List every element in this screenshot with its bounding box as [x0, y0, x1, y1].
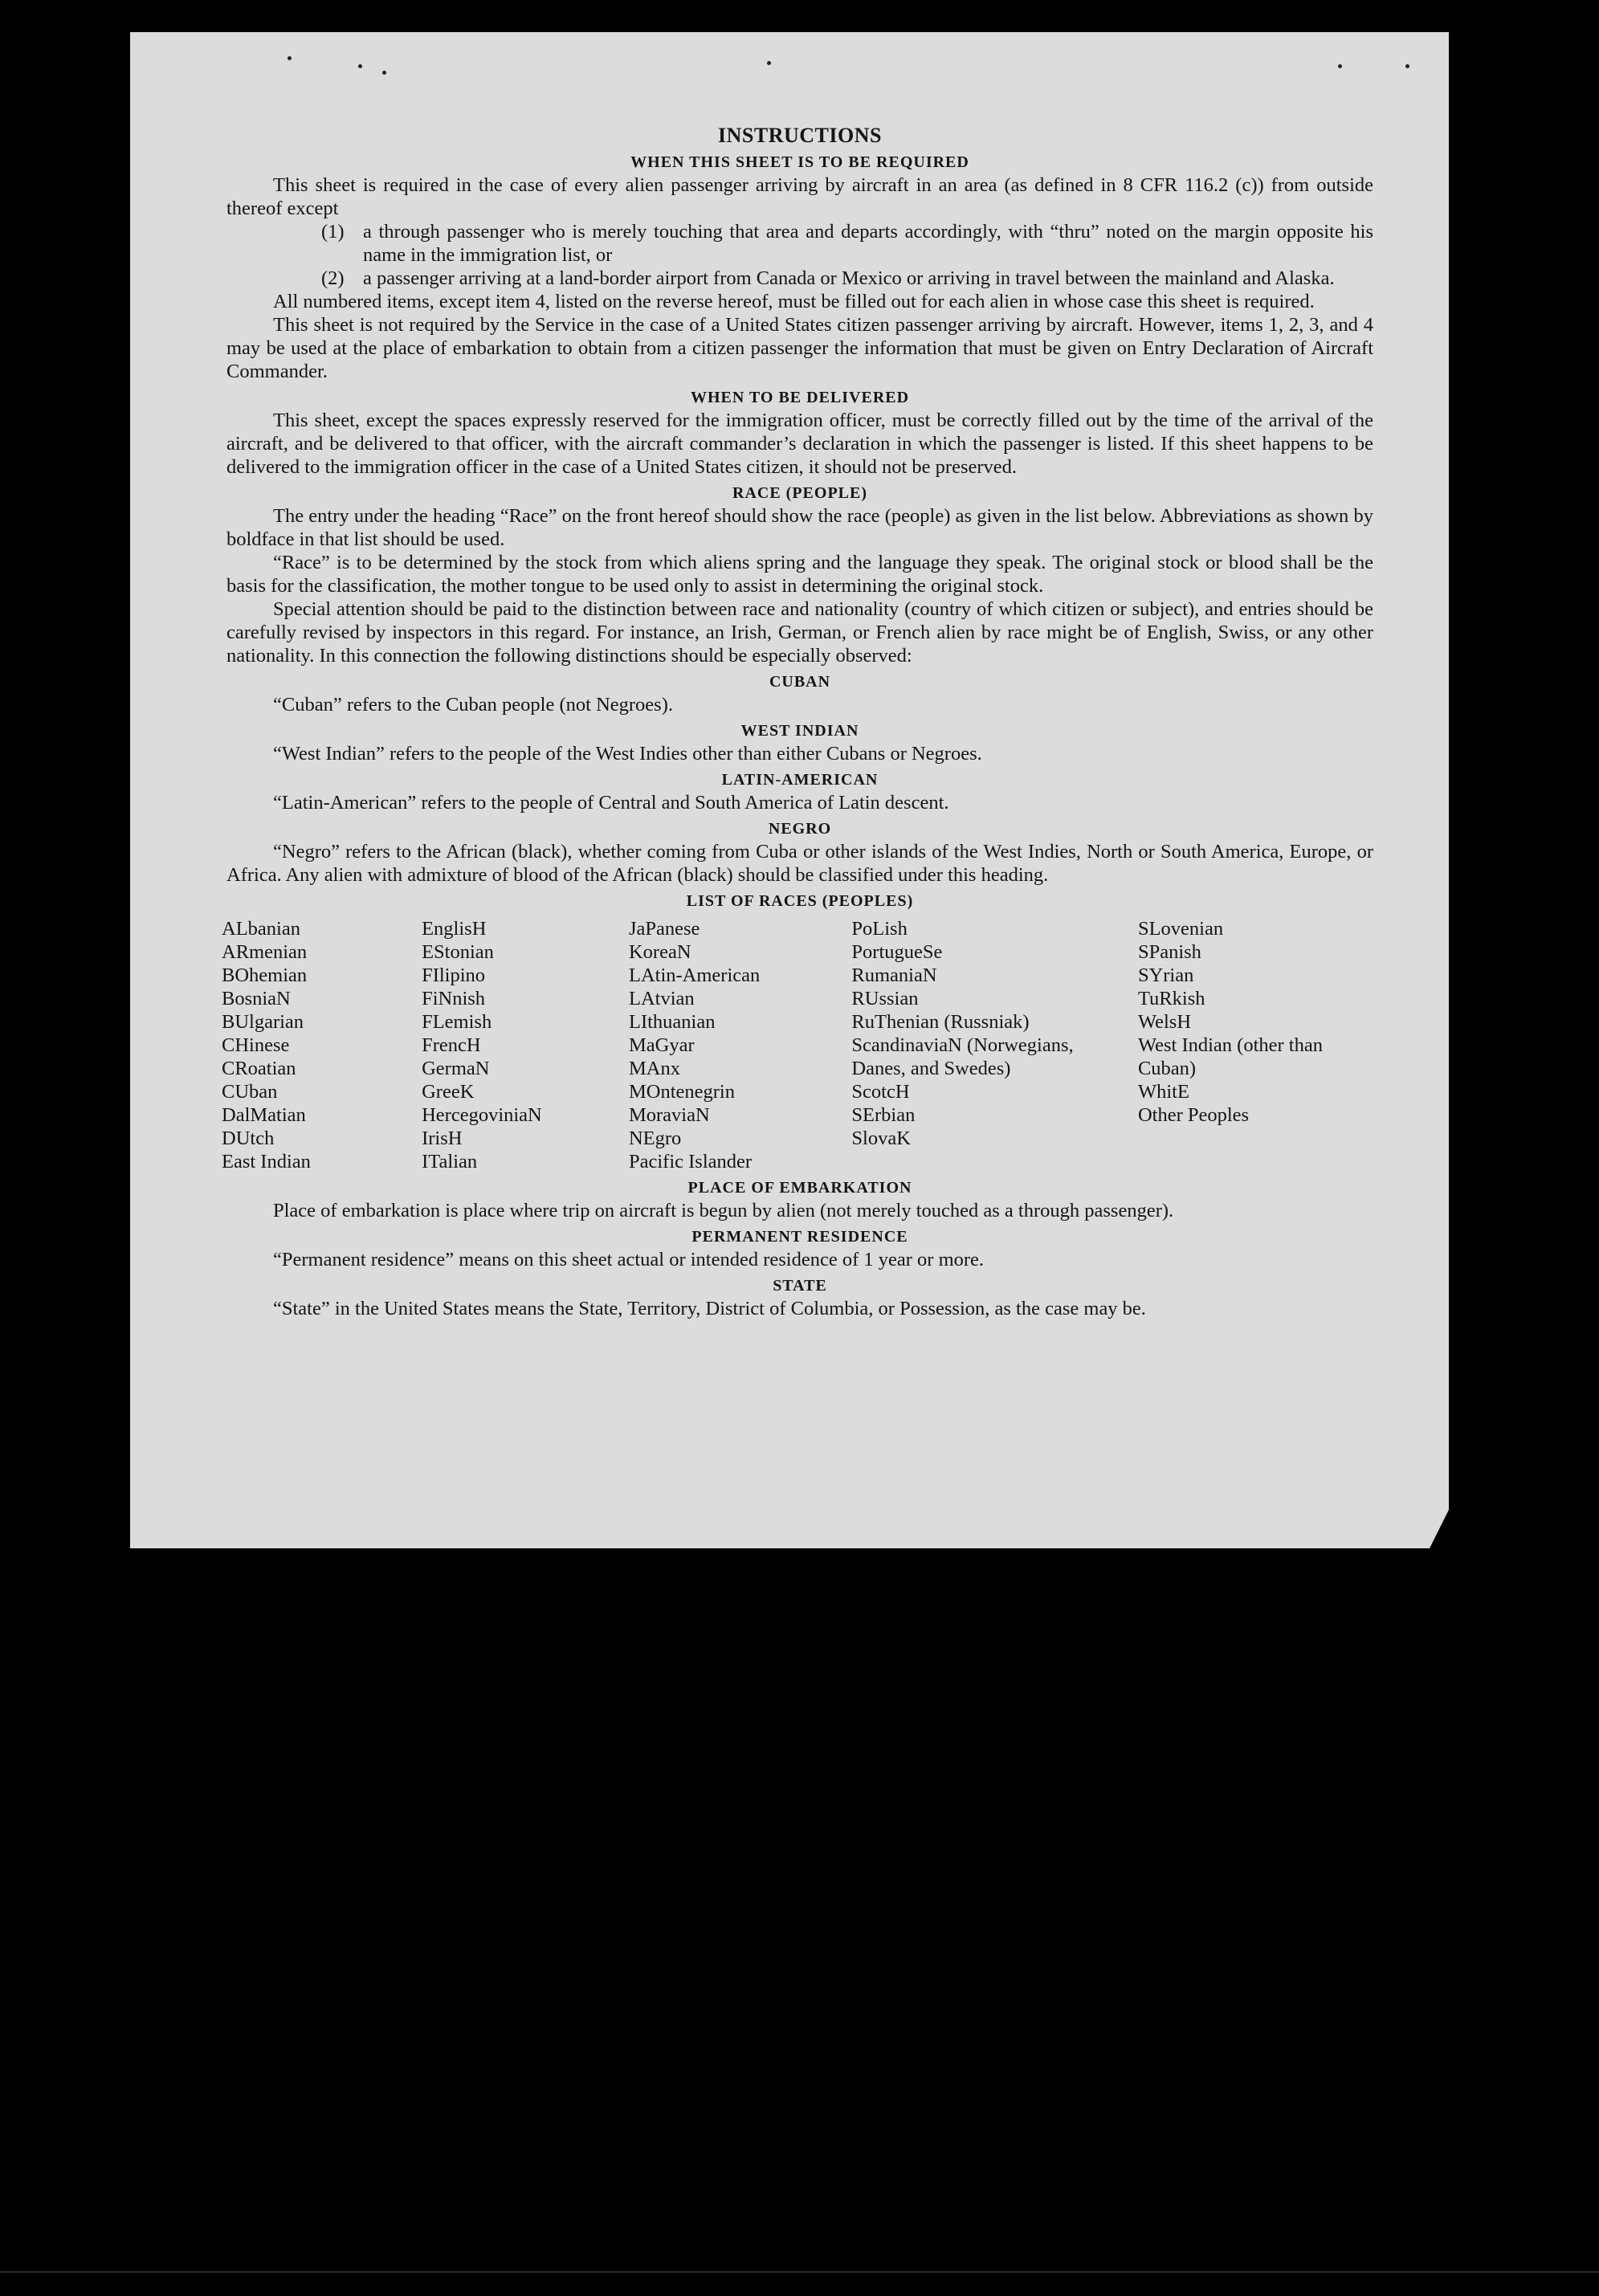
item-text: a passenger arriving at a land-border airport from Canada or Mexico or arriving in travel between the mainland and Alaska. [363, 267, 1335, 289]
speck [1405, 64, 1409, 68]
race-entry: LIthuanian [628, 1011, 716, 1033]
race-entry: ScotcH [851, 1081, 910, 1103]
paragraph: “State” in the United States means the State, Territory, District of Columbia, or Possession, as the case may be. [273, 1298, 1146, 1319]
race-entry: ARmenian [222, 941, 308, 963]
section-heading-state: STATE [773, 1277, 827, 1295]
race-entry: RuThenian (Russniak) [851, 1011, 1030, 1033]
race-entry: SlovaK [851, 1128, 911, 1149]
race-entry: MOntenegrin [628, 1081, 735, 1103]
speck [358, 64, 362, 68]
race-entry: BosniaN [222, 988, 291, 1009]
paragraph: “Race” is to be determined by the stock from which aliens spring and the language they speak. The original stock or blood shall be the basis for the classification, the mother tongue to be used only to assist in determining the original stock. [226, 552, 1373, 597]
race-entry: MaGyar [628, 1034, 695, 1056]
race-entry: East Indian [222, 1151, 311, 1172]
paragraph: “Latin-American” refers to the people of Central and South America of Latin descent. [273, 792, 949, 814]
race-entry: JaPanese [628, 918, 700, 940]
list-item [226, 267, 1373, 290]
scan-edge-line [0, 2271, 1599, 2273]
race-entry: CUban [222, 1081, 278, 1103]
race-entry: Other Peoples [1137, 1104, 1250, 1126]
list-item [226, 220, 1373, 267]
section-heading-race: RACE (PEOPLE) [732, 484, 867, 502]
race-entry: PoLish [851, 918, 908, 940]
race-entry: RUssian [851, 988, 919, 1009]
race-entry: GreeK [422, 1081, 475, 1103]
race-entry: SErbian [851, 1104, 916, 1126]
races-column [422, 917, 629, 1173]
races-column [851, 917, 1138, 1173]
race-entry: MoraviaN [628, 1104, 710, 1126]
race-entry: SYrian [1137, 964, 1194, 986]
section-heading-cuban: CUBAN [769, 673, 831, 691]
race-entry: GermaN [422, 1058, 490, 1079]
race-entry: WelsH [1137, 1011, 1192, 1033]
section-heading-west-indian: WEST INDIAN [740, 722, 859, 740]
item-text: a through passenger who is merely touching that area and departs accordingly, with “thru” noted on the margin opposite his name in the immigration list, or [363, 221, 1373, 266]
race-entry: EnglisH [422, 918, 487, 940]
race-entry: CRoatian [222, 1058, 296, 1079]
paragraph: This sheet is required in the case of every alien passenger arriving by aircraft in an area (as defined in 8 CFR 116.2 (c)) from outside thereof except [226, 174, 1373, 219]
race-entry: DalMatian [222, 1104, 306, 1126]
race-entry: CHinese [222, 1034, 290, 1056]
race-entry: FIlipino [422, 964, 486, 986]
instruction-sheet [130, 32, 1449, 1548]
speck [1338, 64, 1342, 68]
paragraph: Special attention should be paid to the distinction between race and nationality (country of which citizen or subject), and entries should be carefully revised by inspectors in this regard. For instance, an Irish, German, or French alien by race might be of English, Swiss, or any other nationality. In this connection the following distinctions should be especially observed: [226, 598, 1373, 667]
race-entry: Pacific Islander [628, 1151, 753, 1172]
paragraph: “Cuban” refers to the Cuban people (not Negroes). [273, 694, 673, 716]
speck [767, 61, 771, 65]
race-entry: FLemish [422, 1011, 492, 1033]
race-entry: ALbanian [222, 918, 300, 940]
race-entry: SLovenian [1137, 918, 1224, 940]
race-entry: WhitE [1137, 1081, 1189, 1103]
section-heading-negro: NEGRO [768, 820, 832, 838]
paragraph: All numbered items, except item 4, listed on the reverse hereof, must be filled out for each alien in whose case this sheet is required. [273, 291, 1315, 312]
race-entry: FiNnish [422, 988, 486, 1009]
race-entry: RumaniaN [851, 964, 937, 986]
race-entry: West Indian (other than Cuban) [1137, 1034, 1323, 1079]
race-entry: BOhemian [222, 964, 308, 986]
section-heading-required: WHEN THIS SHEET IS TO BE REQUIRED [630, 153, 969, 171]
item-number: (1) [321, 221, 345, 243]
item-number: (2) [321, 267, 345, 289]
paragraph: This sheet is not required by the Service in the case of a United States citizen passenger arriving by aircraft. However, items 1, 2, 3, and 4 may be used at the place of embarkation to obtain from a citizen passenger the information that must be given on Entry Declaration of Aircraft Commander. [226, 314, 1373, 382]
speck [288, 56, 292, 60]
section-heading-embarkation: PLACE OF EMBARKATION [687, 1179, 912, 1197]
race-entry: MAnx [628, 1058, 680, 1079]
section-heading-list-of-races: LIST OF RACES (PEOPLES) [686, 892, 914, 910]
paragraph: “Negro” refers to the African (black), whether coming from Cuba or other islands of the West Indies, North or South America, Europe, or Africa. Any alien with admixture of blood of the African (black) should be classified under this heading. [226, 841, 1373, 886]
paragraph: This sheet, except the spaces expressly reserved for the immigration officer, must be correctly filled out by the time of the arrival of the aircraft, and be delivered to that officer, with the aircraft commander’s declaration in which the passenger is listed. If this sheet happens to be delivered to the immigration officer in the case of a United States citizen, it should not be preserved. [226, 410, 1373, 478]
race-entry: FrencH [422, 1034, 481, 1056]
races-column [629, 917, 851, 1173]
page-title: INSTRUCTIONS [718, 124, 882, 147]
section-heading-delivered: WHEN TO BE DELIVERED [690, 389, 910, 406]
race-entry: HercegoviniaN [422, 1104, 542, 1126]
race-entry: PortugueSe [851, 941, 943, 963]
speck [382, 71, 386, 75]
races-list [222, 917, 1373, 1173]
paragraph: Place of embarkation is place where trip on aircraft is begun by alien (not merely touched as a through passenger). [273, 1200, 1174, 1221]
race-entry: LAtvian [628, 988, 695, 1009]
race-entry: ITalian [422, 1151, 478, 1172]
race-entry: IrisH [422, 1128, 463, 1149]
race-entry: KoreaN [628, 941, 691, 963]
paragraph: “Permanent residence” means on this sheet actual or intended residence of 1 year or more. [273, 1249, 985, 1270]
race-entry: ScandinaviaN (Norwegians, Danes, and Swedes) [851, 1034, 1074, 1079]
race-entry: EStonian [422, 941, 494, 963]
section-heading-latin-american: LATIN-AMERICAN [721, 771, 879, 789]
section-heading-residence: PERMANENT RESIDENCE [691, 1228, 908, 1246]
race-entry: TuRkish [1137, 988, 1205, 1009]
paragraph: The entry under the heading “Race” on the front hereof should show the race (people) as given in the list below. Abbreviations as shown by boldface in that list should be used. [226, 505, 1373, 550]
race-entry: LAtin-American [628, 964, 761, 986]
race-entry: SPanish [1137, 941, 1201, 963]
races-column [222, 917, 422, 1173]
race-entry: NEgro [628, 1128, 682, 1149]
races-column [1138, 917, 1373, 1173]
race-entry: BUlgarian [222, 1011, 304, 1033]
paragraph: “West Indian” refers to the people of the West Indies other than either Cubans or Negroes. [273, 743, 982, 765]
race-entry: DUtch [222, 1128, 275, 1149]
